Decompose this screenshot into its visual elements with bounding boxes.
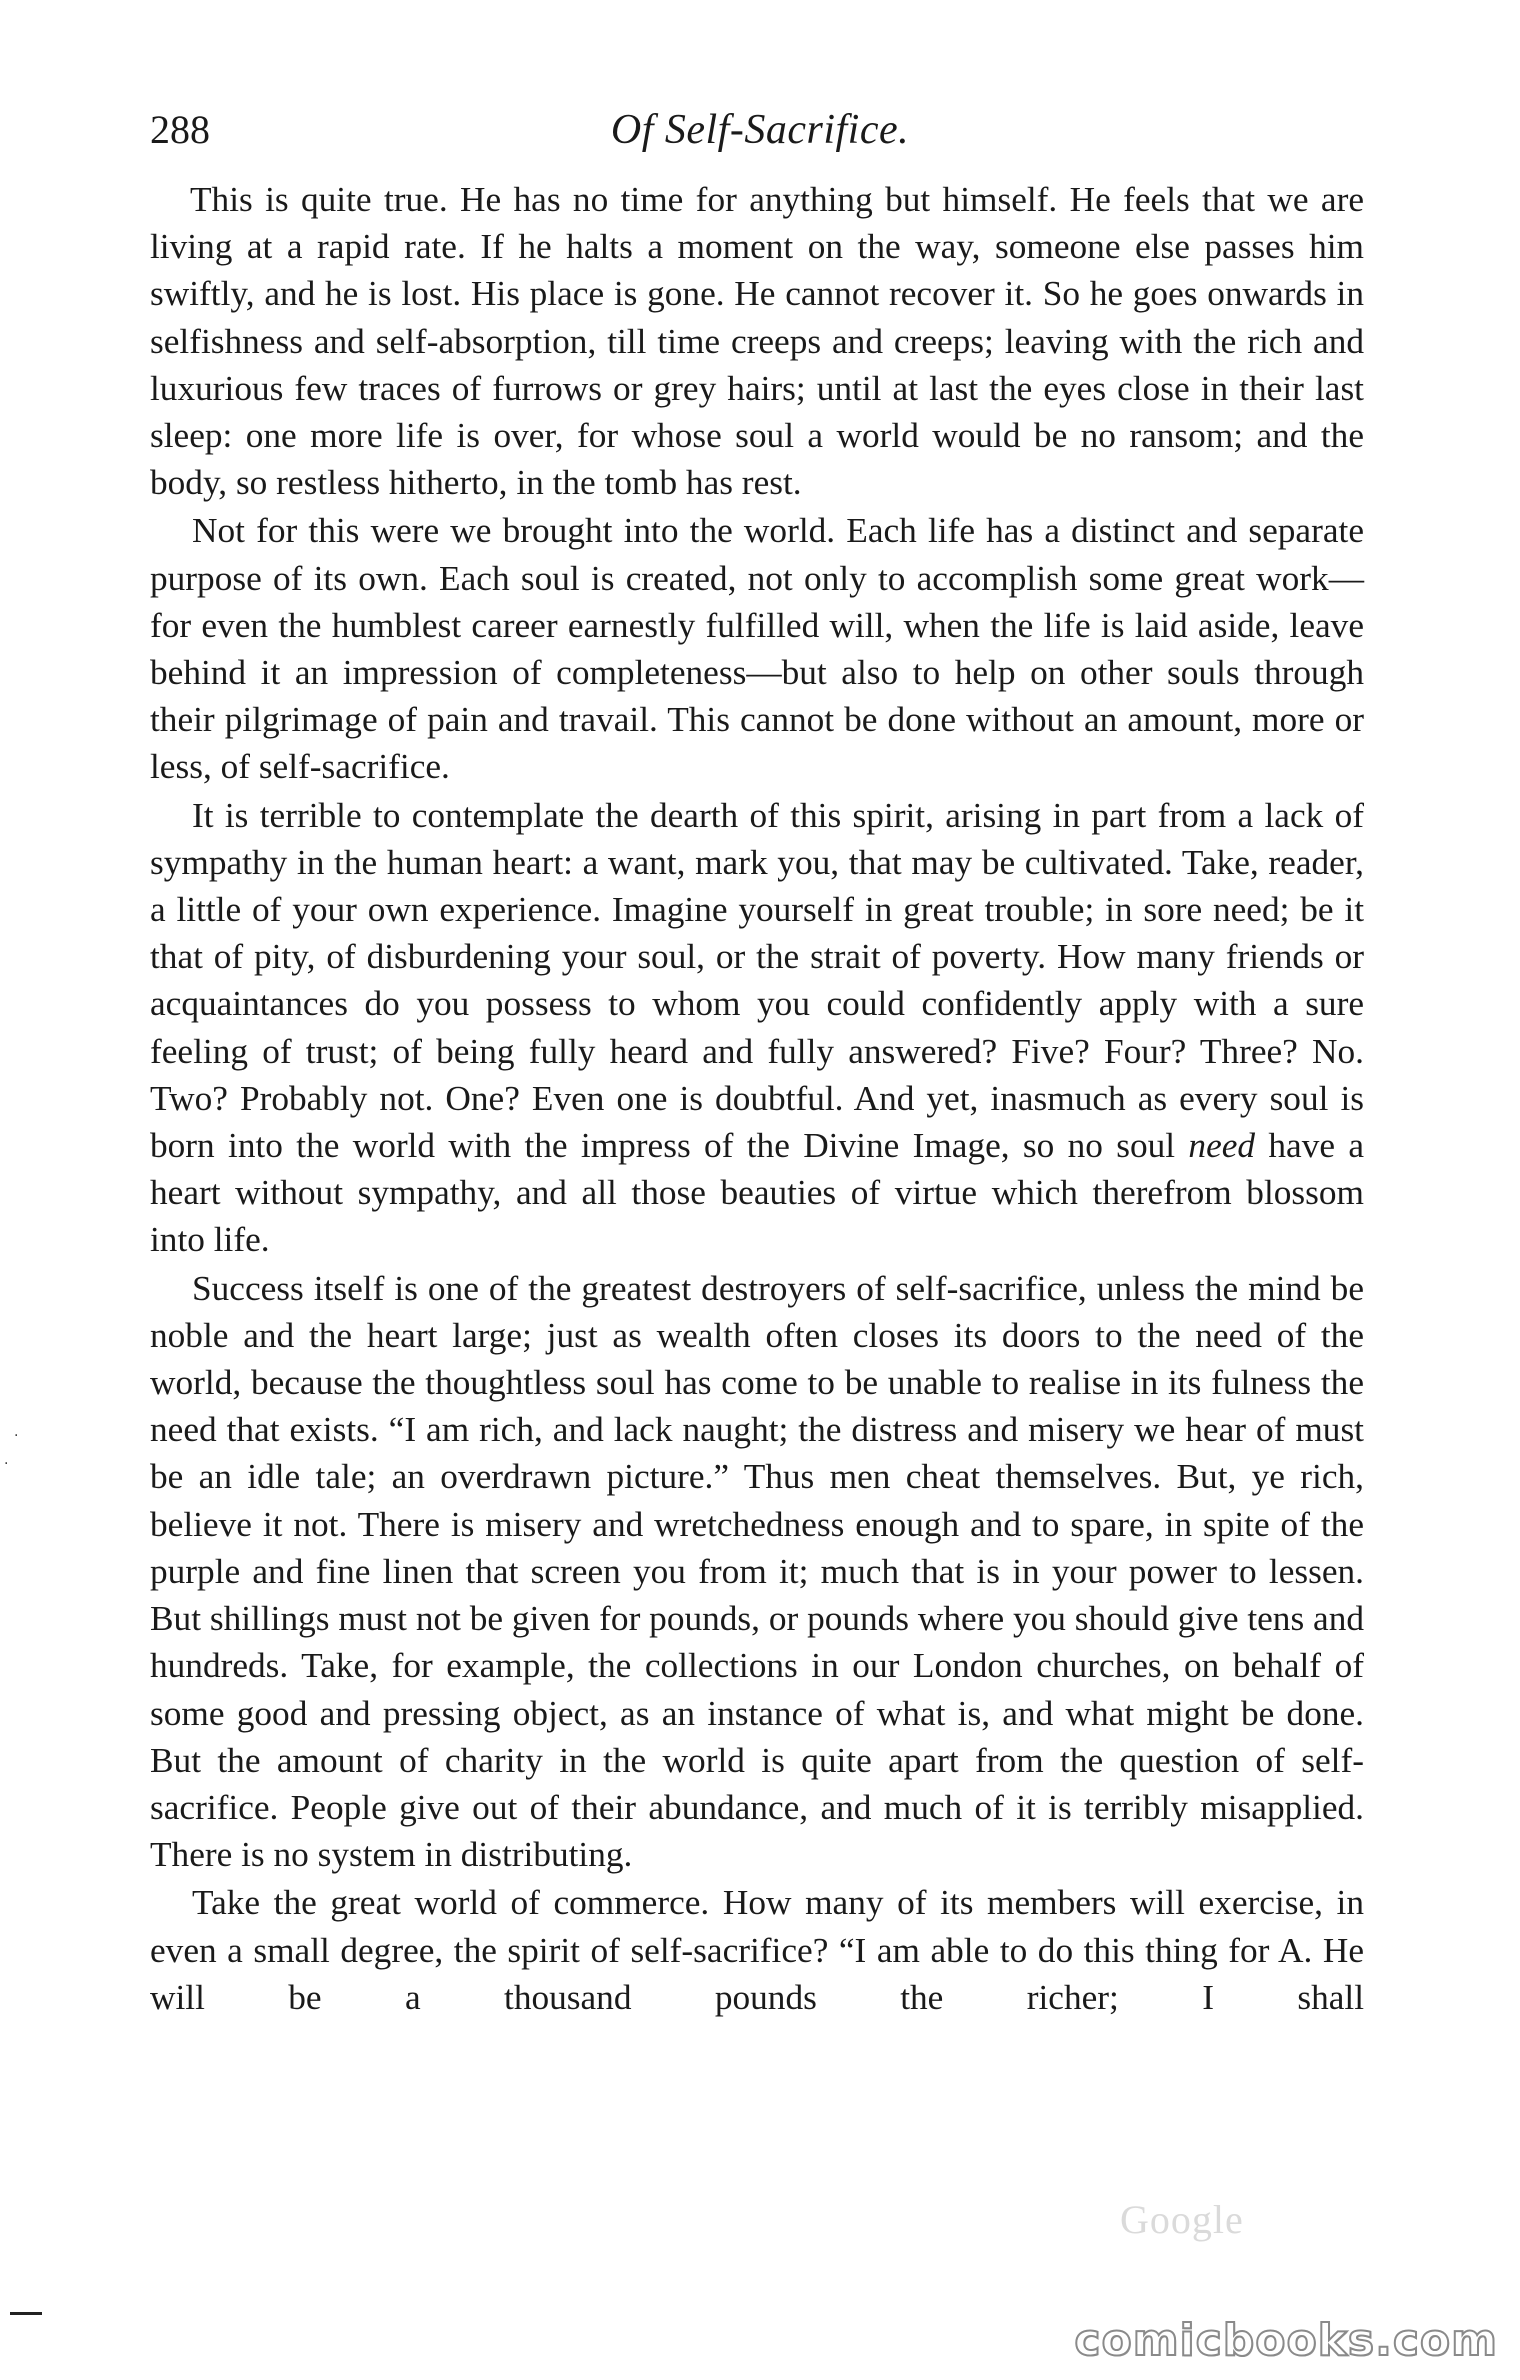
paragraph-5: Take the great world of commerce. How many of its members will exercise, in even a small degree, the spirit of self-sacrifice? “I am able to do this thing for A. He will be a thousand pounds the richer; I shall [150, 1883, 1364, 2017]
site-watermark: comicbooks.com [1074, 2315, 1498, 2366]
google-watermark: Google [1120, 2197, 1244, 2242]
paragraph-3: It is terrible to contemplate the dearth of this spirit, arising in part from a lack of sympathy in the human heart: a want, mark you, that may be cultivated. Take, reader, a little of your own experience. Imagine yourself in great trouble; in sore need; be it that of pity, of disburdening your soul, or the strait of poverty. How many friends or acquaintances do you possess to whom you could confidently apply with a sure feeling of trust; of being fully heard and fully answered? Five? Four? Three? No. Two? Probably not. One? Even one is doubtful. And yet, inasmuch as every soul is born into the world with the impress of the Divine Image, so no soul need have a heart without sympathy, and all those beauties of virtue which therefrom blossom into life. [150, 795, 1365, 1260]
paragraph-2: Not for this were we brought into the world. Each life has a distinct and separate purpose of its own. Each soul is created, not only to accomplish some great work—for even the humblest career earnestly fulfilled will, when the life is laid aside, leave behind it an impression of completeness—but also to help on other souls through their pilgrimage of pain and travail. This cannot be done without an amount, more or less, of self-sacrifice. [150, 511, 1364, 787]
running-title: Of Self-Sacrifice. [610, 107, 910, 153]
body-text [150, 176, 1364, 2022]
paragraph-1: This is quite true. He has no time for anything but himself. He feels that we are living at a rapid rate. If he halts a moment on the way, someone else passes him swiftly, and he is lost. His place is gone. He cannot recover it. So he goes onwards in selfishness and self-absorption, till time creeps and creeps; leaving with the rich and luxurious few traces of furrows or grey hairs; until at last the eyes close in their last sleep: one more life is over, for whose soul a world would be no ransom; and the body, so restless hitherto, in the tomb has rest. [150, 180, 1364, 503]
paragraph-4: Success itself is one of the greatest destroyers of self-sacrifice, unless the mind be noble and the heart large; just as wealth often closes its doors to the need of the world, because the thoughtless soul has come to be unable to realise in its fulness the need that exists. “I am rich, and lack naught; the distress and misery we hear of must be an idle tale; an overdrawn picture.” Thus men cheat themselves. But, ye rich, believe it not. There is misery and wretchedness enough and to spare, in spite of the purple and fine linen that screen you from it; much that is in your power to lessen. But shillings must not be given for pounds, or pounds where you should give tens and hundreds. Take, for example, the collections in our London churches, on behalf of some good and pressing object, as an instance of what is, and what might be done. But the amount of charity in the world is quite apart from the question of self-sacrifice. People give out of their abundance, and much of it is terribly misapplied. There is no system in distributing. [150, 1268, 1364, 1875]
margin-rule-mark [10, 2312, 42, 2315]
running-head [150, 100, 1370, 160]
margin-speck: · [4, 1456, 9, 1472]
page-number: 288 [150, 107, 210, 152]
emphasis-need: need [1188, 1126, 1256, 1166]
margin-speck: · [14, 1428, 19, 1444]
